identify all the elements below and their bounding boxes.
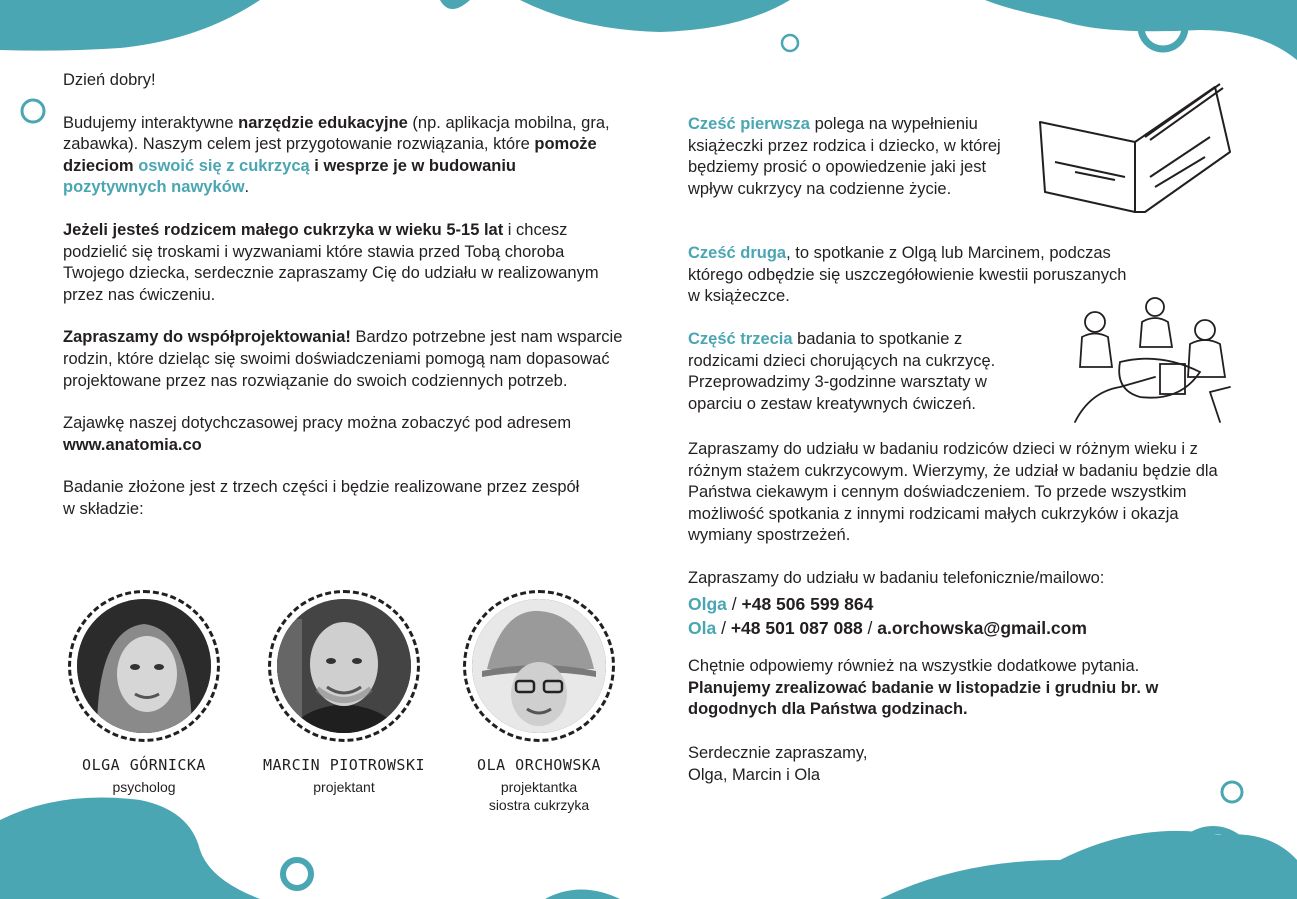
- website-paragraph: Zajawkę naszej dotychczasowej pracy można zobaczyć pod adresem www.anatomia.co: [63, 414, 572, 454]
- parent-paragraph: Jeżeli jesteś rodzicem małego cukrzyka w wieku 5-15 lat i chcesz podzielić się troskami i wyzwaniami które stawia przed Tobą choroba Twojego dziecka, serdecznie zapraszamy Cię do udziału w realizowanym przez nas ćwiczeniu.: [63, 220, 599, 304]
- contact-ola: Ola / +48 501 087 088 / a.orchowska@gmail.com: [688, 618, 1087, 638]
- phone-link[interactable]: +48 506 599 864: [741, 594, 874, 614]
- member-role: psycholog: [112, 779, 176, 795]
- signoff: Serdecznie zapraszamy, Olga, Marcin i Ola: [688, 744, 868, 784]
- contact-olga: Olga / +48 506 599 864: [688, 594, 874, 614]
- website-link[interactable]: www.anatomia.co: [63, 435, 202, 454]
- team-intro: Badanie złożone jest z trzech części i będzie realizowane przez zespół w składzie:: [63, 478, 580, 518]
- left-column: [63, 70, 623, 521]
- part-one: Cześć pierwsza polega na wypełnieniu książeczki przez rodzica i dziecko, w której będziemy prosić o opowiedzenie jaki jest wpływ cukrzycy na codzienne życie.: [688, 115, 1001, 198]
- avatar: [463, 590, 615, 742]
- member-role-secondary: siostra cukrzyka: [488, 797, 590, 813]
- avatar: [68, 590, 220, 742]
- team-member-ola: [459, 590, 619, 814]
- codesign-paragraph: Zapraszamy do współprojektowania! Bardzo potrzebne jest nam wsparcie rodzin, które dzieląc się swoimi doświadczeniami pomogą nam dopasować projektowane przez nas rozwiązanie do swoich codziennych potrzeb.: [63, 328, 623, 390]
- greeting: Dzień dobry!: [63, 71, 156, 89]
- notebook-illustration: [1035, 82, 1235, 217]
- member-name: OLA ORCHOWSKA: [477, 756, 601, 774]
- intro-paragraph: Budujemy interaktywne narzędzie edukacyjne (np. aplikacja mobilna, gra, zabawka). Naszym celem jest przygotowanie rozwiązania, które pomoże dzieciom oswoić się z cukrzycą i wesprze je w budowaniu pozytywnych nawyków.: [63, 113, 610, 197]
- avatar: [268, 590, 420, 742]
- member-role: projektantka: [500, 779, 578, 795]
- team-member-marcin: [262, 590, 426, 796]
- team-member-olga: [64, 590, 224, 796]
- part-two: Cześć druga, to spotkanie z Olgą lub Marcinem, podczas którego odbędzie się uszczegółowienie kwestii poruszanych w książeczce.: [688, 244, 1127, 306]
- contact-intro: Zapraszamy do udziału w badaniu telefonicznie/mailowo:: [688, 569, 1105, 587]
- email-link[interactable]: a.orchowska@gmail.com: [877, 618, 1087, 638]
- invite-paragraph: Zapraszamy do udziału w badaniu rodziców dzieci w różnym wieku i z różnym stażem cukrzycowym. Wierzymy, że udział w badaniu będzie dla Państwa ciekawym i cennym doświadczeniem. To przede wszystkim możliwość spotkania z innymi rodzicami małych cukrzyków i okazja wymiany spostrzeżeń.: [688, 440, 1218, 545]
- phone-link[interactable]: +48 501 087 088: [730, 618, 863, 638]
- part-three: Część trzecia badania to spotkanie z rodzicami dzieci chorujących na cukrzycę. Przeprowadzimy 3-godzinne warsztaty w oparciu o zestaw kreatywnych ćwiczeń.: [688, 330, 996, 413]
- workshop-illustration: [1060, 292, 1235, 424]
- member-role: projektant: [313, 779, 375, 795]
- member-name: MARCIN PIOTROWSKI: [262, 756, 426, 774]
- closing: Chętnie odpowiemy również na wszystkie dodatkowe pytania. Planujemy zrealizować badanie w listopadzie i grudniu br. w dogodnych dla Państwa godzinach.: [688, 657, 1159, 719]
- member-name: OLGA GÓRNICKA: [82, 756, 206, 774]
